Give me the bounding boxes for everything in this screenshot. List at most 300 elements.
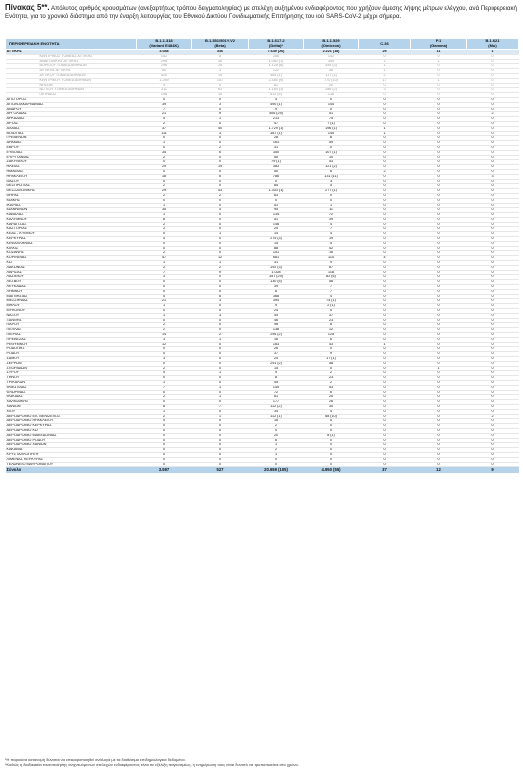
count-cell: 0 [467,102,519,107]
count-cell: 0 [467,289,519,294]
region-name-cell: ΜΕΣΣΗΝΙΑΣ [6,299,137,304]
count-cell: 0 [249,428,304,433]
count-cell: 0 [359,385,411,390]
count-cell: 3 [192,299,249,304]
count-cell: 0 [359,261,411,266]
count-cell: 98 [249,323,304,328]
count-cell: 0 [467,419,519,424]
count-cell: 19 [192,165,249,170]
count-cell: 0 [411,126,467,131]
count-cell: 63 [249,193,304,198]
region-name-cell: ΚΑΛΥΜΝΟΥ [6,217,137,222]
count-cell: 0 [411,107,467,112]
count-cell: 40 [192,126,249,131]
count-cell: 0 [304,193,359,198]
count-cell: 142 [304,54,359,59]
count-cell: 34 [249,409,304,414]
count-cell: 35 [137,208,192,213]
count-cell: 1.063 (1) [249,59,304,64]
count-cell: 3.048 [137,50,192,55]
count-cell: 0 [467,376,519,381]
region-name-cell: ΤΡΙΚΑΛΩΝ [6,380,137,385]
region-name-cell: ΑΕΡΟΔΡΟΜΙΟ ΧΑΝΙΩΝ [6,443,137,448]
count-cell: 3 [192,131,249,136]
count-cell: 0 [137,318,192,323]
count-cell: 0 [411,443,467,448]
count-cell: 0 [137,232,192,237]
count-cell: 45 [249,380,304,385]
count-cell: 0 [192,275,249,280]
count-cell: 0 [304,428,359,433]
count-cell: 0 [467,169,519,174]
count-cell: 0 [467,117,519,122]
count-cell: 25 [249,227,304,232]
count-cell: 151 [249,251,304,256]
count-cell: 1 [137,304,192,309]
variants-table-container [5,38,518,473]
count-cell: 9 [192,270,249,275]
region-name-cell: ΛΕΥΚΑΔΑΣ [6,285,137,290]
region-name-cell: ΜΥΚΟΝΟΥ [6,309,137,314]
count-cell: 8 (1) [304,433,359,438]
count-cell: 0 [359,294,411,299]
total-cell: 20.659 (105) [249,467,304,473]
region-name-cell: ΠΕΙΡΑΙΩΣ [6,93,137,98]
count-cell: 4 [304,222,359,227]
count-cell: 20 [304,83,359,88]
header-mu: B.1.621 (Mu) [467,39,519,50]
count-cell: 0 [411,452,467,457]
count-cell: 0 [249,457,304,462]
count-cell: 0 [192,107,249,112]
count-cell: 0 [411,275,467,280]
region-name-cell: ΛΑΚΩΝΙΑΣ [6,265,137,270]
count-cell: 0 [359,443,411,448]
count-cell: 0 [192,136,249,141]
count-cell: 14 [249,232,304,237]
count-cell: 0 [359,323,411,328]
count-cell: 6 [304,337,359,342]
count-cell: 0 [359,414,411,419]
count-cell: 0 [411,208,467,213]
region-name-cell: ΡΟΔΟΥ [6,352,137,357]
count-cell: 345 (3) [304,64,359,69]
table-body [6,50,519,467]
count-cell: 144 [304,102,359,107]
count-cell: 2 [137,227,192,232]
count-cell: 0 [359,145,411,150]
total-cell: 527 [192,467,249,473]
count-cell: 0 [249,462,304,467]
count-cell: 0 [359,424,411,429]
count-cell: 0 [467,208,519,213]
count-cell: 19 [192,73,249,78]
region-name-cell: ΣΠΟΡΑΔΩΝ [6,366,137,371]
count-cell: 0 [467,433,519,438]
count-cell: 0 [411,438,467,443]
count-cell: 0 [304,448,359,453]
total-cell: 12 [411,467,467,473]
count-cell: 0 [192,289,249,294]
count-cell: 0 [359,165,411,170]
count-cell: 0 [411,289,467,294]
count-cell: 0 [411,193,467,198]
count-cell: 0 [192,452,249,457]
count-cell: 0 [467,232,519,237]
count-cell: 0 [411,304,467,309]
count-cell: 61 [192,88,249,93]
count-cell: 5 [304,184,359,189]
count-cell: 0 [192,141,249,146]
count-cell: 0 [137,390,192,395]
count-cell: 0 [467,404,519,409]
total-label: Σύνολο [6,467,137,473]
count-cell: 122 [249,69,304,74]
count-cell: 47 [249,121,304,126]
count-cell: 4 [359,256,411,261]
count-cell: 114 [304,256,359,261]
count-cell: 18 [249,419,304,424]
region-name-cell: ΚΑΣΤΟΡΙΑΣ [6,227,137,232]
count-cell: 1 [192,117,249,122]
total-row [6,467,519,473]
header-c36: C.36 [359,39,411,50]
count-cell: 0 [192,222,249,227]
count-cell: 146 [249,222,304,227]
count-cell: 2 [192,265,249,270]
count-cell: 0 [359,462,411,467]
count-cell: 0 [137,424,192,429]
count-cell: 50 [249,155,304,160]
count-cell: 37 [249,352,304,357]
count-cell: 0 [359,318,411,323]
count-cell: 1 [192,232,249,237]
count-cell: 20 [249,433,304,438]
count-cell: 5 [137,294,192,299]
count-cell: 8 [137,404,192,409]
count-cell: 0 [304,457,359,462]
count-cell: 2.485 (9) [249,78,304,83]
count-cell: 9 [249,371,304,376]
count-cell: 0 [411,227,467,232]
count-cell: 0 [359,198,411,203]
count-cell: 1 [359,131,411,136]
count-cell: 56 [304,280,359,285]
region-name-cell: ΠΑΡΟΥ [6,323,137,328]
count-cell: 0 [411,376,467,381]
region-name-cell: ΚΕΝΤΡΙΚΟΥ ΤΟΜΕΑ ΑΘΗΝΩΝ [6,78,137,83]
count-cell: 4 [304,409,359,414]
count-cell: 0 [467,448,519,453]
count-cell: 107 (1) [304,150,359,155]
count-cell: 0 [359,366,411,371]
count-cell: 0 [411,131,467,136]
count-cell: 0 [411,323,467,328]
count-cell: 0 [467,395,519,400]
count-cell: 0 [411,189,467,194]
count-cell: 0 [467,400,519,405]
count-cell: 18 [137,174,192,179]
count-cell: 532 (5) [249,93,304,98]
region-name-cell: ΝΑΞΟΥ [6,313,137,318]
count-cell: 0 [137,400,192,405]
count-cell: 0 [411,174,467,179]
count-cell: 2 [359,169,411,174]
count-cell: 0 [359,213,411,218]
count-cell: 0 [192,203,249,208]
count-cell: 1 [192,261,249,266]
header-beta: B.1.351/501Y.V2 (Beta) [192,39,249,50]
count-cell: 29 [137,189,192,194]
total-cell: 9 [467,467,519,473]
count-cell: 0 [467,385,519,390]
count-cell: 0 [411,313,467,318]
count-cell: 0 [192,318,249,323]
count-cell: 0 [192,121,249,126]
count-cell: 84 [249,184,304,189]
count-cell: 177 [249,400,304,405]
region-name-cell: ΑΝΔΡΟΥ [6,107,137,112]
count-cell: 0 [359,361,411,366]
count-cell: 1 [359,342,411,347]
count-cell: 1 [137,141,192,146]
count-cell: 2.221 (18) [304,50,359,55]
count-cell: 0 [411,198,467,203]
count-cell: 0 [411,352,467,357]
count-cell: 7 (1) [304,121,359,126]
count-cell: 9 [249,304,304,309]
count-cell: 19 [192,93,249,98]
region-name-cell: ΤΗΝΟΥ [6,376,137,381]
region-name-cell: ΑΕΡΟΔΡΟΜΙΟ ΚΩ [6,428,137,433]
region-name-cell: ΣΑΜΟΥ [6,357,137,362]
count-cell: 0 [411,213,467,218]
count-cell: 350 [249,150,304,155]
count-cell: 30 [192,59,249,64]
count-cell: 2 [192,145,249,150]
count-cell: 0 [137,443,192,448]
count-cell: 0 [137,433,192,438]
count-cell: 2 [137,328,192,333]
count-cell: 0 [467,361,519,366]
count-cell: 0 [411,141,467,146]
count-cell: 0 [411,203,467,208]
count-cell: 0 [359,155,411,160]
count-cell: 1.129 (6) [249,64,304,69]
count-cell: 0 [467,347,519,352]
count-cell: 0 [411,232,467,237]
count-cell: 0 [359,102,411,107]
count-cell: 357 (29) [249,275,304,280]
count-cell: 0 [467,304,519,309]
count-cell: 12 [304,328,359,333]
count-cell: 29 [359,50,411,55]
region-name-cell: ΛΑΡΙΣΑΣ [6,270,137,275]
count-cell: 0 [411,395,467,400]
count-cell: 3 [137,275,192,280]
count-cell: 0 [192,155,249,160]
count-cell: 0 [192,241,249,246]
region-name-cell: ΝΗΣΩΝ [6,83,137,88]
count-cell: 0 [411,88,467,93]
count-cell: 0 [411,462,467,467]
count-cell: 0 [359,357,411,362]
count-cell: 0 [192,462,249,467]
count-cell: 138 [304,93,359,98]
count-cell: 74 (1) [304,299,359,304]
count-cell: 0 [137,246,192,251]
region-name-cell: ΛΗΜΝΟΥ [6,289,137,294]
region-name-cell: ΚΩ [6,261,137,266]
count-cell: 0 [411,64,467,69]
count-cell: 16 [304,251,359,256]
count-cell: 0 [304,438,359,443]
count-cell: 130 (5) [249,280,304,285]
count-cell: 0 [467,443,519,448]
count-cell: 1 [137,380,192,385]
region-name-cell: ΦΛΩΡΙΝΑΣ [6,390,137,395]
count-cell: 0 [192,169,249,174]
count-cell: 51 [304,112,359,117]
count-cell: 60 [137,69,192,74]
count-cell: 0 [359,285,411,290]
count-cell: 1 [137,409,192,414]
count-cell: 4 [192,208,249,213]
count-cell: 53 [192,189,249,194]
count-cell: 31 [249,261,304,266]
count-cell: 0 [467,160,519,165]
count-cell: 0 [411,433,467,438]
count-cell: 0 [359,404,411,409]
count-cell: 3 [359,88,411,93]
count-cell: 0 [359,241,411,246]
count-cell: 0 [467,452,519,457]
count-cell: 31 [249,145,304,150]
count-cell: 23 [304,376,359,381]
count-cell: 11 [411,50,467,55]
count-cell: 0 [467,318,519,323]
count-cell: 0 [359,390,411,395]
count-cell: 0 [192,376,249,381]
region-name-cell: ΘΑΣΟΥ [6,179,137,184]
region-name-cell: ΚΕΑΣ - ΚΥΘΝΟΥ [6,232,137,237]
region-name-cell: ΓΡΕΒΕΝΩΝ [6,136,137,141]
count-cell: 0 [137,241,192,246]
count-cell: 0 [137,160,192,165]
count-cell: 394 [249,299,304,304]
count-cell: 0 [192,217,249,222]
count-cell: 0 [359,352,411,357]
count-cell: 0 [249,179,304,184]
region-name-cell: ΠΕΛΛΑΣ [6,328,137,333]
count-cell: 296 [137,59,192,64]
count-cell: 8 [304,323,359,328]
count-cell: 2 [137,323,192,328]
count-cell: 0 [467,357,519,362]
count-cell: 0 [411,112,467,117]
region-name-cell: ΚΑΡΔΙΤΣΑΣ [6,222,137,227]
count-cell: 0 [467,424,519,429]
count-cell: 0 [137,457,192,462]
count-cell: 0 [192,160,249,165]
region-name-cell: ΚΡΥΣΤΑΛΛΟΠΗΓΗ [6,452,137,457]
count-cell: 0 [411,424,467,429]
region-name-cell: ΕΥΡΥΤΑΝΙΑΣ [6,155,137,160]
header-omicron: B.1.1.529 (Omicron) [304,39,359,50]
count-cell: 0 [411,337,467,342]
count-cell: 0 [467,193,519,198]
count-cell: 138 [249,328,304,333]
count-cell: 0 [359,237,411,242]
count-cell: 0 [137,462,192,467]
count-cell: 0 [411,270,467,275]
count-cell: 0 [359,83,411,88]
count-cell: 17 (1) [304,357,359,362]
count-cell: 0 [411,169,467,174]
count-cell: 0 [467,59,519,64]
region-name-cell: ΦΩΚΙΔΑΣ [6,395,137,400]
count-cell: 1 [137,313,192,318]
region-name-cell: ΑΓΙΟ ΟΡΟΣ [6,97,137,102]
count-cell: 2 [249,424,304,429]
count-cell: 0 [192,428,249,433]
count-cell: 6 [192,294,249,299]
count-cell: 0 [411,280,467,285]
count-cell: 0 [192,357,249,362]
count-cell: 7 [192,404,249,409]
count-cell: 0 [411,347,467,352]
count-cell: 0 [467,275,519,280]
count-cell: 0 [192,347,249,352]
count-cell: 0 [411,414,467,419]
count-cell: 0 [411,357,467,362]
count-cell: 1 [192,395,249,400]
count-cell: 7 [304,227,359,232]
region-name-cell: ΙΚΑΡΙΑΣ [6,203,137,208]
count-cell: 681 [249,256,304,261]
region-name-cell: ΑΕΡΟΔΡΟΜΙΟ ΡΟΔΟΥ [6,438,137,443]
region-name-cell: ΗΡΑΚΛΕΙΟΥ [6,174,137,179]
count-cell: 0 [467,280,519,285]
count-cell: 2 [137,184,192,189]
region-name-cell: ΔΥΤΙΚΗΣ ΑΤΤΙΚΗΣ [6,69,137,74]
count-cell: 0 [137,289,192,294]
count-cell: 2 [137,414,192,419]
header-b11318: B.1.1.318 (Variant E484K) [137,39,192,50]
region-name-cell: ΘΗΡΑΣ [6,193,137,198]
count-cell: 21 [137,299,192,304]
count-cell: 0 [137,169,192,174]
count-cell: 1 [192,337,249,342]
count-cell: 0 [467,203,519,208]
count-cell: 0 [467,352,519,357]
count-cell: 12 [137,342,192,347]
count-cell: 6 [304,169,359,174]
count-cell: 0 [137,361,192,366]
count-cell: 2 (1) [304,304,359,309]
count-cell: 19 [304,237,359,242]
region-name-cell: ΧΙΟΥ [6,409,137,414]
count-cell: 0 [192,328,249,333]
count-cell: 0 [411,117,467,122]
count-cell: 0 [192,179,249,184]
count-cell: 0 [411,251,467,256]
count-cell: 131 (11) [304,174,359,179]
count-cell: 0 [359,141,411,146]
count-cell: 2 [304,371,359,376]
count-cell: 0 [411,457,467,462]
count-cell: 0 [467,54,519,59]
